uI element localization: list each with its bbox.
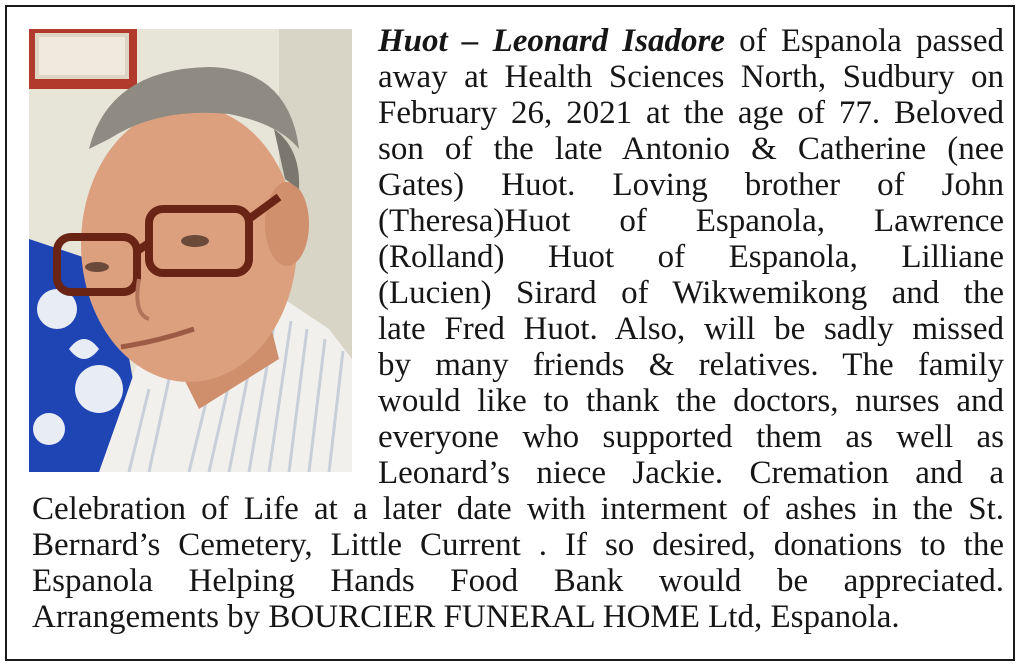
text-line-10: by many friends & relatives. The family (378, 347, 1004, 383)
text-line-13: Leonard’s niece Jackie. Cremation and a (378, 455, 1004, 491)
text-line-2: away at Health Sciences North, Sudbury on (378, 59, 1004, 95)
text-line-17: Arrangements by BOURCIER FUNERAL HOME Ltd, Espanola. (32, 599, 900, 635)
text-line-9: late Fred Huot. Also, will be sadly missed (378, 311, 1004, 347)
text-line-11: would like to thank the doctors, nurses and (378, 383, 1004, 419)
text-line-4: son of the late Antonio & Catherine (nee (378, 131, 1004, 167)
obituary-notice (5, 5, 1015, 661)
text-line-14: Celebration of Life at a later date with interment of ashes in the St. (32, 491, 1004, 527)
text-line-6: (Theresa)Huot of Espanola, Lawrence (378, 203, 1004, 239)
text-line-1: Huot – Leonard Isadore of Espanola passed (378, 23, 1004, 59)
portrait-photo (29, 29, 352, 472)
text-line-8: (Lucien) Sirard of Wikwemikong and the (378, 275, 1004, 311)
text-line-12: everyone who supported them as well as (378, 419, 1004, 455)
deceased-name: Huot – Leonard Isadore (378, 23, 725, 59)
text-line-15: Bernard’s Cemetery, Little Current . If so desired, donations to the (32, 527, 1004, 563)
text-line-3: February 26, 2021 at the age of 77. Beloved (378, 95, 1004, 131)
text-line-7: (Rolland) Huot of Espanola, Lilliane (378, 239, 1004, 275)
text-line-5: Gates) Huot. Loving brother of John (378, 167, 1004, 203)
portrait-image (29, 29, 352, 472)
text-line-16: Espanola Helping Hands Food Bank would be appreciated. (32, 563, 1004, 599)
